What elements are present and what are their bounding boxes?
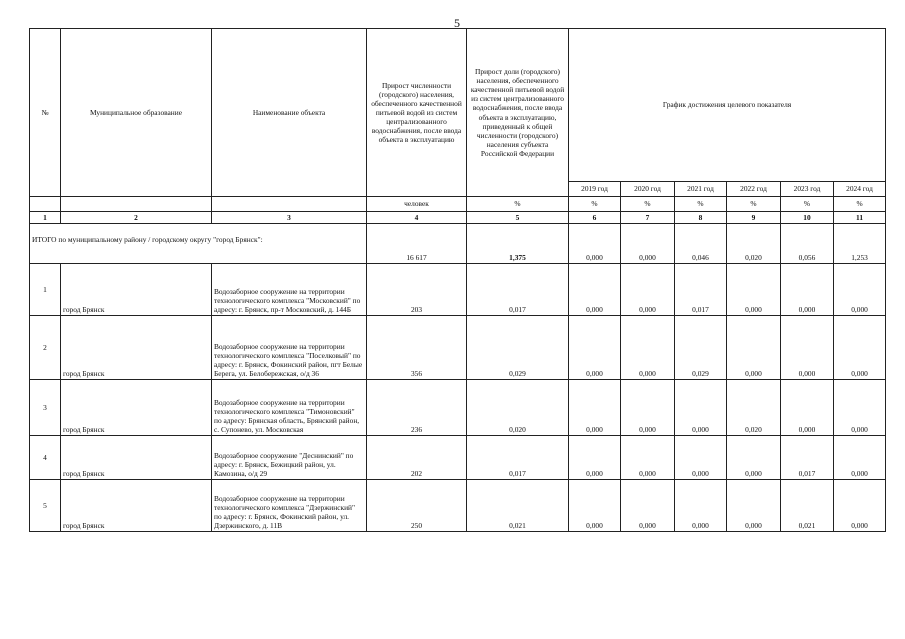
row-share: 0,020	[467, 380, 569, 436]
row-municipality: город Брянск	[61, 316, 212, 380]
header-no: №	[30, 29, 61, 197]
row-year-value: 0,000	[621, 436, 675, 480]
total-row	[30, 224, 886, 264]
unit-percent: %	[781, 197, 834, 212]
row-population: 236	[367, 380, 467, 436]
row-municipality: город Брянск	[61, 380, 212, 436]
row-share: 0,029	[467, 316, 569, 380]
unit-percent: %	[675, 197, 727, 212]
header-year: 2023 год	[781, 182, 834, 197]
row-population: 356	[367, 316, 467, 380]
target-indicator-table	[29, 28, 886, 532]
row-number: 1	[30, 264, 61, 316]
column-number: 10	[781, 212, 834, 224]
column-number: 9	[727, 212, 781, 224]
row-year-value: 0,021	[781, 480, 834, 532]
row-year-value: 0,000	[569, 316, 621, 380]
row-year-value: 0,000	[621, 316, 675, 380]
row-object: Водозаборное сооружение на территории технологического комплекса "Дзержинский" по адресу: г. Брянск, Фокинский район, ул. Дзержинского, д. 11В	[212, 480, 367, 532]
table-row	[30, 264, 886, 316]
column-number: 1	[30, 212, 61, 224]
table-row	[30, 480, 886, 532]
total-year-value: 0,000	[569, 224, 621, 264]
row-year-value: 0,000	[727, 264, 781, 316]
row-number: 3	[30, 380, 61, 436]
row-year-value: 0,000	[569, 436, 621, 480]
header-year: 2021 год	[675, 182, 727, 197]
header-object: Наименование объекта	[212, 29, 367, 197]
row-year-value: 0,017	[675, 264, 727, 316]
row-year-value: 0,000	[781, 264, 834, 316]
unit-people: человек	[367, 197, 467, 212]
unit-percent: %	[569, 197, 621, 212]
row-year-value: 0,000	[727, 480, 781, 532]
row-year-value: 0,000	[781, 316, 834, 380]
row-number: 2	[30, 316, 61, 380]
row-municipality: город Брянск	[61, 264, 212, 316]
header-population: Прирост численности (городского) населения, обеспеченного качественной питьевой водой из систем централизованного водоснабжения, после ввода объекта в эксплуатацию	[367, 29, 467, 197]
column-number: 7	[621, 212, 675, 224]
header-share: Прирост доли (городского) населения, обеспеченного качественной питьевой водой из систем централизованного водоснабжения, после ввода объекта в эксплуатацию, приведенный к общей численности (городского) населения субъекта Российской Федерации	[467, 29, 569, 197]
row-year-value: 0,020	[727, 380, 781, 436]
row-number: 4	[30, 436, 61, 480]
row-year-value: 0,000	[834, 316, 886, 380]
row-number: 5	[30, 480, 61, 532]
row-population: 202	[367, 436, 467, 480]
row-year-value: 0,000	[569, 264, 621, 316]
row-year-value: 0,000	[781, 380, 834, 436]
row-object: Водозаборное сооружение на территории технологического комплекса "Московский" по адресу: г. Брянск, пр-т Московский, д. 144Б	[212, 264, 367, 316]
row-year-value: 0,000	[675, 436, 727, 480]
row-population: 250	[367, 480, 467, 532]
header-year: 2022 год	[727, 182, 781, 197]
row-year-value: 0,000	[621, 264, 675, 316]
unit-percent: %	[467, 197, 569, 212]
header-year: 2024 год	[834, 182, 886, 197]
row-year-value: 0,000	[675, 480, 727, 532]
row-year-value: 0,000	[621, 480, 675, 532]
row-municipality: город Брянск	[61, 436, 212, 480]
column-number: 11	[834, 212, 886, 224]
row-year-value: 0,000	[621, 380, 675, 436]
header-year: 2020 год	[621, 182, 675, 197]
row-object: Водозаборное сооружение на территории технологического комплекса "Тимоновский" по адресу: Брянская область, Брянский район, с. Супонево, ул. Московская	[212, 380, 367, 436]
total-label: ИТОГО по муниципальному району / городскому округу "город Брянск":	[30, 224, 367, 264]
header-municipality: Муниципальное образование	[61, 29, 212, 197]
header-schedule: График достижения целевого показателя	[569, 29, 886, 182]
row-year-value: 0,000	[834, 264, 886, 316]
page-number: 5	[454, 16, 460, 30]
total-year-value: 0,020	[727, 224, 781, 264]
row-population: 203	[367, 264, 467, 316]
unit-percent: %	[621, 197, 675, 212]
row-year-value: 0,000	[834, 436, 886, 480]
total-year-value: 0,056	[781, 224, 834, 264]
row-year-value: 0,000	[834, 480, 886, 532]
row-year-value: 0,000	[834, 380, 886, 436]
total-year-value: 1,253	[834, 224, 886, 264]
column-number: 2	[61, 212, 212, 224]
table-row	[30, 436, 886, 480]
row-year-value: 0,017	[781, 436, 834, 480]
row-share: 0,021	[467, 480, 569, 532]
column-number: 4	[367, 212, 467, 224]
unit-percent: %	[834, 197, 886, 212]
row-share: 0,017	[467, 436, 569, 480]
total-population: 16 617	[367, 224, 467, 264]
row-municipality: город Брянск	[61, 480, 212, 532]
column-number: 6	[569, 212, 621, 224]
column-number: 3	[212, 212, 367, 224]
row-year-value: 0,000	[727, 316, 781, 380]
total-year-value: 0,000	[621, 224, 675, 264]
row-object: Водозаборное сооружение на территории технологического комплекса "Поселковый" по адресу: г. Брянск, Фокинский район, пгт Белые Берега, ул. Белобережская, о/д 36	[212, 316, 367, 380]
total-year-value: 0,046	[675, 224, 727, 264]
row-year-value: 0,029	[675, 316, 727, 380]
column-number: 8	[675, 212, 727, 224]
row-year-value: 0,000	[569, 380, 621, 436]
unit-percent: %	[727, 197, 781, 212]
row-object: Водозаборное сооружение "Деснинский" по адресу: г. Брянск, Бежицкий район, ул. Камозина, о/д 29	[212, 436, 367, 480]
row-year-value: 0,000	[675, 380, 727, 436]
total-share: 1,375	[467, 224, 569, 264]
row-year-value: 0,000	[727, 436, 781, 480]
row-year-value: 0,000	[569, 480, 621, 532]
table-row	[30, 380, 886, 436]
table-row	[30, 316, 886, 380]
column-number: 5	[467, 212, 569, 224]
row-share: 0,017	[467, 264, 569, 316]
header-year: 2019 год	[569, 182, 621, 197]
